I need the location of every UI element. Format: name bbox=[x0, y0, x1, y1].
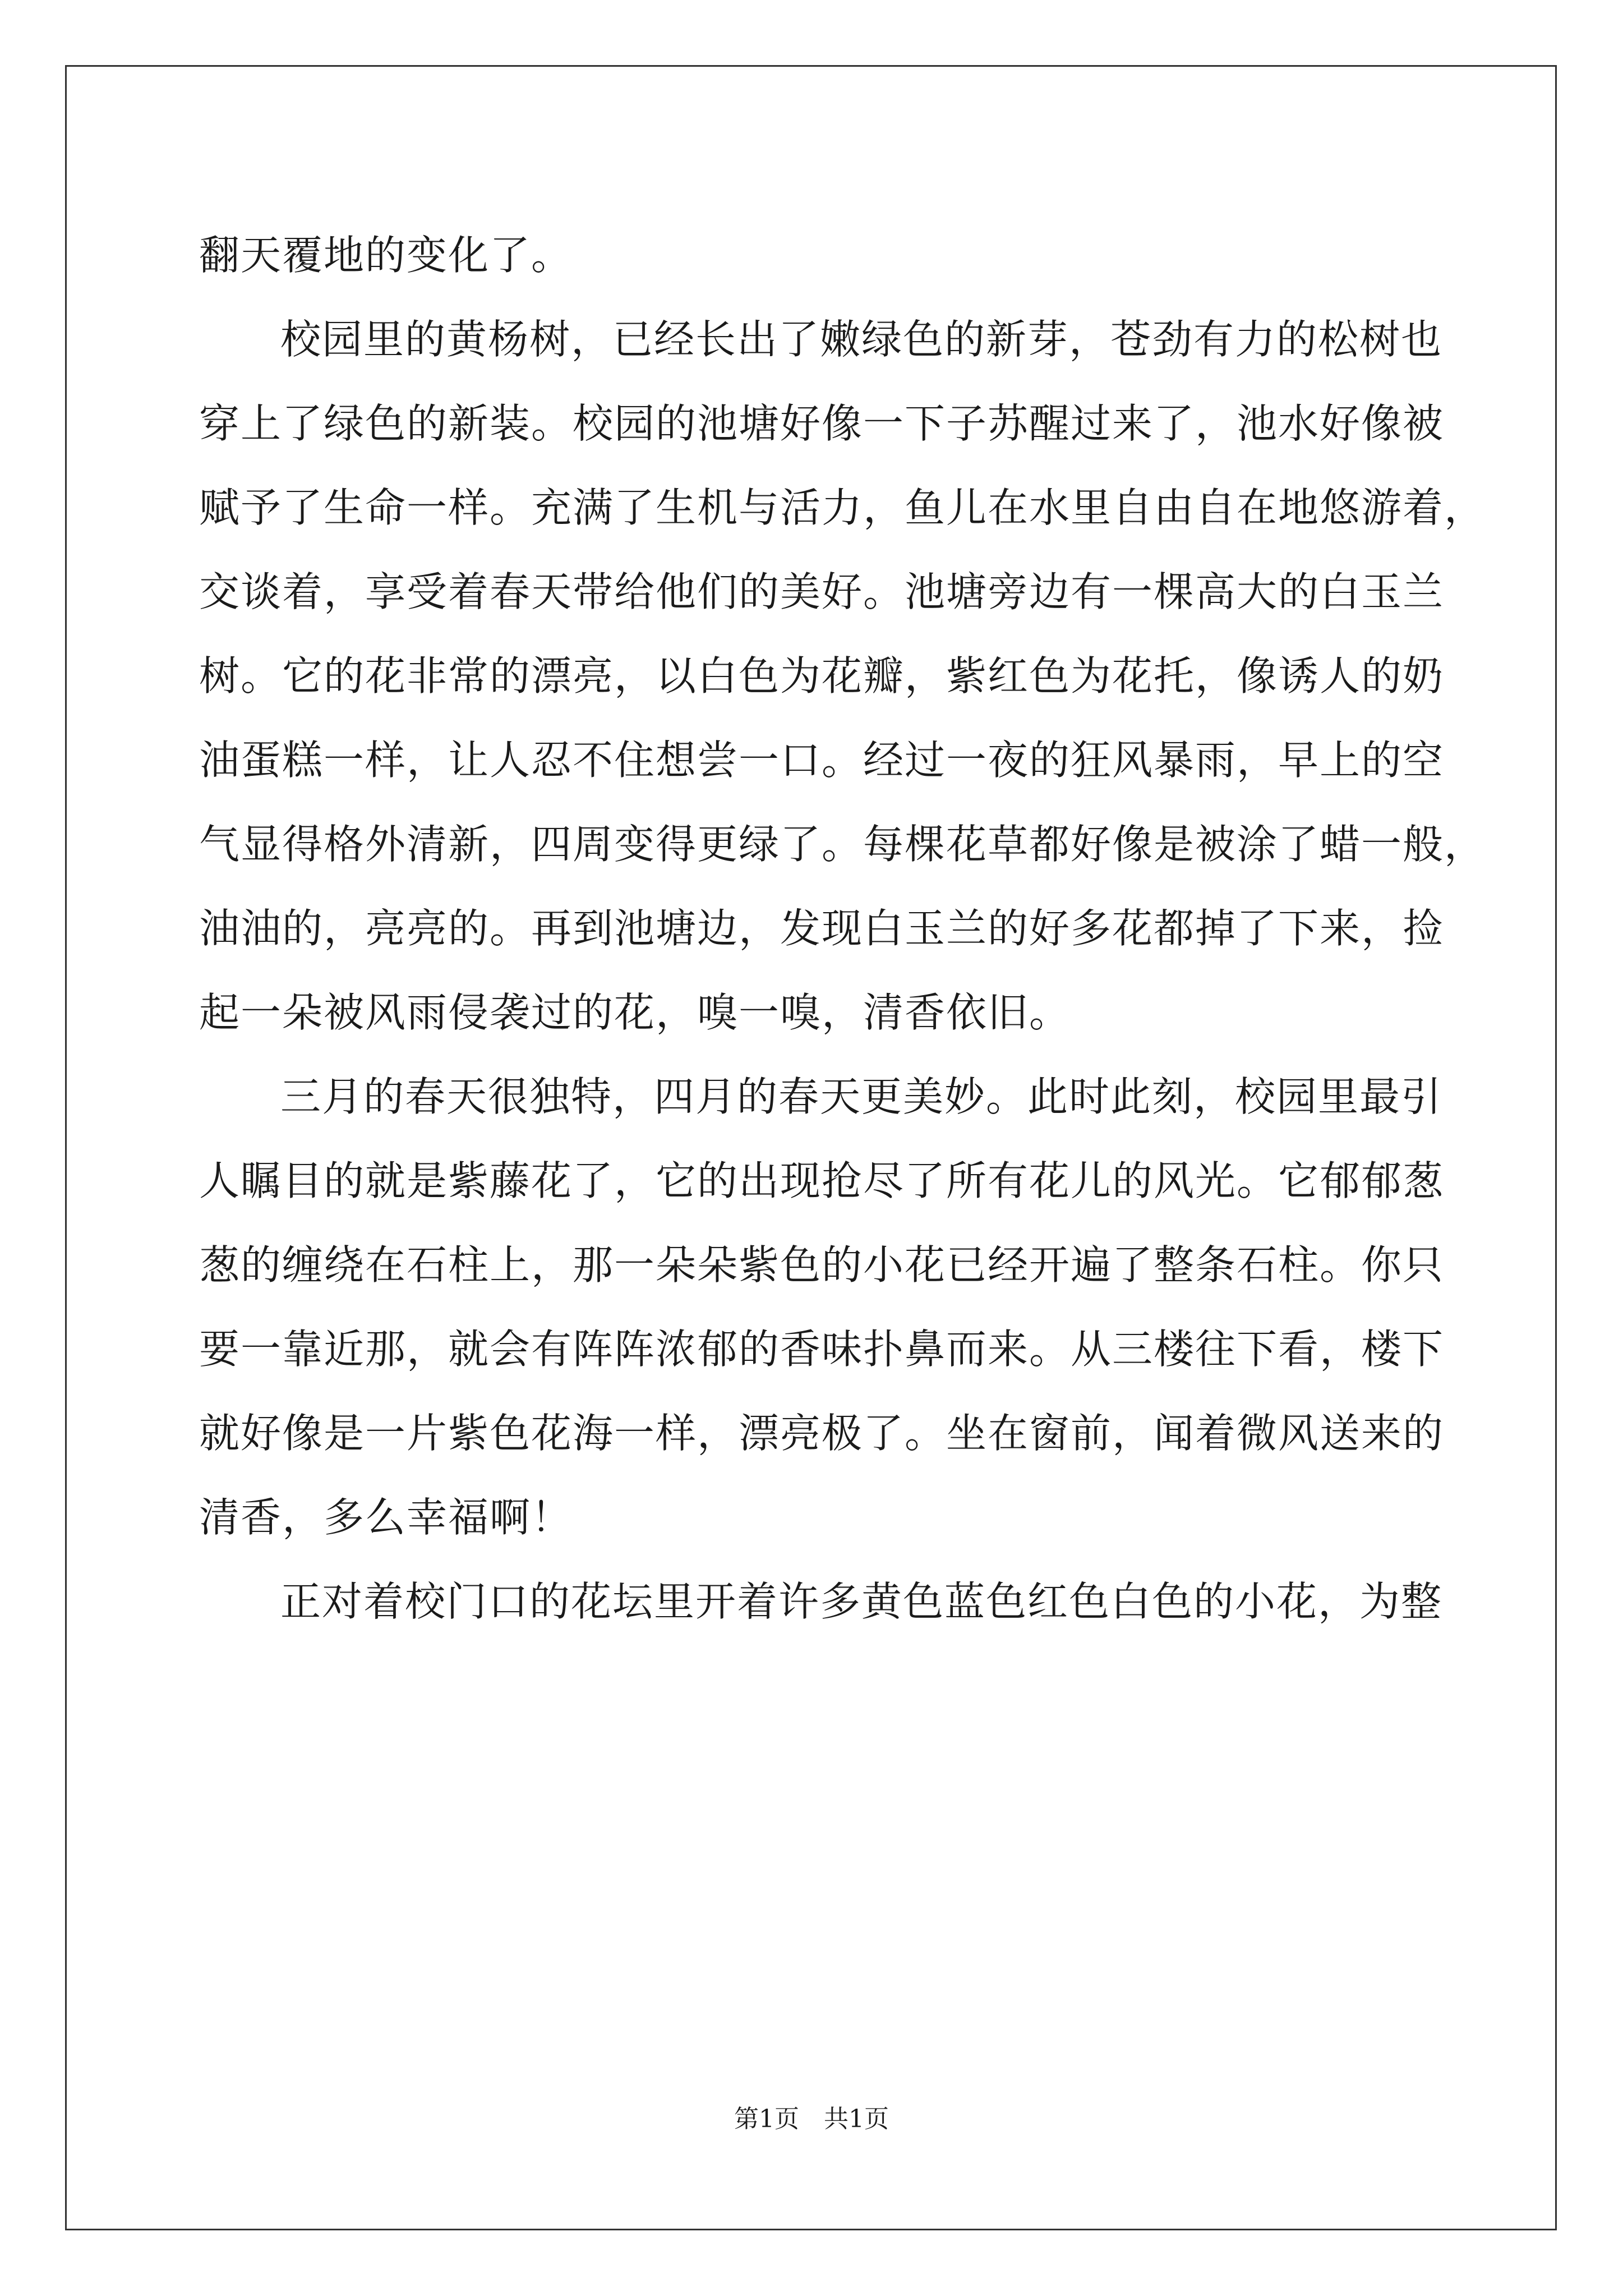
text-line-14: 要一靠近那，就会有阵阵浓郁的香味扑鼻而来。从三楼往下看，楼下 bbox=[199, 1326, 1445, 1373]
text-line-10: 起一朵被风雨侵袭过的花，嗅一嗅，清香依旧。 bbox=[199, 989, 1071, 1036]
text-line-4: 赋予了生命一样。充满了生机与活力，鱼儿在水里自由自在地悠游着， bbox=[199, 484, 1486, 531]
page-footer: 第1页 共1页 bbox=[734, 2105, 889, 2133]
text-line-5: 交谈着，享受着春天带给他们的美好。池塘旁边有一棵高大的白玉兰 bbox=[199, 568, 1445, 615]
text-line-9: 油油的，亮亮的。再到池塘边，发现白玉兰的好多花都掉了下来，捡 bbox=[199, 905, 1445, 952]
text-line-15: 就好像是一片紫色花海一样，漂亮极了。坐在窗前，闻着微风送来的 bbox=[199, 1410, 1445, 1457]
text-line-6: 树。它的花非常的漂亮，以白色为花瓣，紫红色为花托，像诱人的奶 bbox=[199, 652, 1445, 700]
text-line-2: 校园里的黄杨树，已经长出了嫩绿色的新芽，苍劲有力的松树也 bbox=[280, 316, 1443, 363]
text-line-3: 穿上了绿色的新装。校园的池塘好像一下子苏醒过来了，池水好像被 bbox=[199, 400, 1445, 447]
text-line-12: 人瞩目的就是紫藤花了，它的出现抢尽了所有花儿的风光。它郁郁葱 bbox=[199, 1157, 1445, 1204]
text-line-7: 油蛋糕一样，让人忍不住想尝一口。经过一夜的狂风暴雨，早上的空 bbox=[199, 737, 1445, 784]
text-line-16: 清香，多么幸福啊！ bbox=[199, 1494, 573, 1541]
document-body bbox=[199, 213, 1486, 1644]
text-line-11: 三月的春天很独特，四月的春天更美妙。此时此刻，校园里最引 bbox=[280, 1073, 1443, 1120]
text-line-13: 葱的缠绕在石柱上，那一朵朵紫色的小花已经开遍了整条石柱。你只 bbox=[199, 1241, 1445, 1289]
text-line-1: 翻天覆地的变化了。 bbox=[199, 232, 573, 279]
text-line-8: 气显得格外清新，四周变得更绿了。每棵花草都好像是被涂了蜡一般， bbox=[199, 821, 1486, 868]
text-line-17: 正对着校门口的花坛里开着许多黄色蓝色红色白色的小花，为整 bbox=[280, 1578, 1443, 1625]
